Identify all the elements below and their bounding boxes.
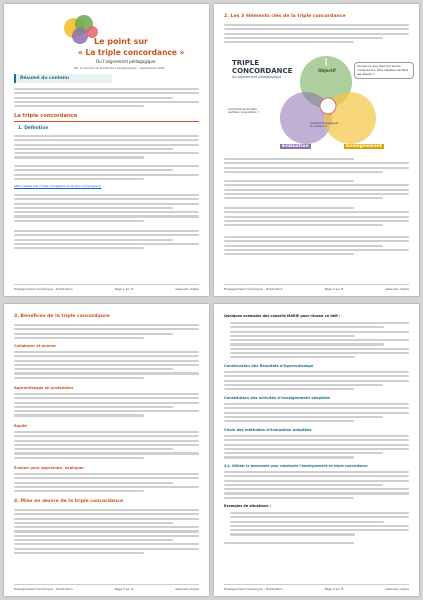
node-objectif: Objectif [318, 68, 336, 73]
section-4-1-text [224, 371, 409, 392]
node-enseignement: Enseignement [346, 144, 383, 149]
benefit-2-heading: Apprentissage en profondeur [14, 386, 74, 390]
benefits-intro [14, 324, 199, 341]
objectif-text [224, 158, 409, 175]
section-4-4-heading: 4.4. Utiliser la taxonomie pour construire l’enseignement en triple concordance [224, 464, 368, 468]
section-4-3-heading: Choix des méthodes d’évaluation adaptées [224, 428, 312, 432]
document-title-line1: Le point sur [94, 37, 148, 46]
document-page-3 [4, 304, 209, 596]
benefit-1-heading: Collaborer et donner [14, 344, 57, 348]
document-subtitle: Ou l’alignement pédagogique [96, 59, 156, 64]
callout-bubble: Qu’est-ce que devront savoir, comprendre, être capable de faire les élèves ? [354, 62, 414, 79]
section-4-3-text [224, 435, 409, 461]
body-text [14, 194, 199, 224]
methodes-text [224, 180, 409, 201]
intro-text [224, 24, 409, 45]
definition-text-2 [14, 165, 199, 182]
key-elements-heading: 2. Les 3 éléments clés de la triple concordance [224, 14, 346, 19]
summary-text [14, 88, 199, 109]
implementation-text [14, 509, 199, 556]
page-footer: Enseignement numérique – Publication Page 4 sur 8 www.edu.ch/ple [224, 584, 409, 591]
document-page-2 [214, 4, 419, 296]
document-byline: Par le service de production pédagogique – septembre 2020 [74, 66, 165, 70]
benefit-4-text [14, 473, 199, 494]
bottom-question: Comment enseigner le contenu ? [310, 121, 339, 129]
intro-line: Quelques exemples des conseils MARIE pour réussir ce défi : [224, 314, 341, 318]
benefits-heading: 3. Bénéfices de la triple concordance [14, 314, 110, 319]
summary-heading: Résumé du contenu [20, 76, 70, 81]
document-page-4 [214, 304, 419, 596]
closing-line [224, 542, 409, 546]
definition-heading: 1. Définition [18, 126, 49, 131]
benefit-4-heading: Évaluer pour apprendre, expliquer [14, 466, 84, 470]
evaluation-text [224, 207, 409, 228]
page-footer: Enseignement numérique – Publication Page 2 sur 8 www.edu.ch/ple [224, 284, 409, 291]
page-footer: Enseignement numérique – Publication Page 1 sur 8 www.edu.ch/ple [14, 284, 199, 291]
examples-list [230, 512, 409, 538]
implementation-heading: 4. Mise en œuvre de la triple concordance [14, 499, 124, 504]
benefit-3-text [14, 431, 199, 461]
section-4-4-text [224, 471, 409, 501]
benefit-1-text [14, 351, 199, 381]
page-footer: Enseignement numérique – Publication Page 3 sur 8 www.edu.ch/ple [14, 584, 199, 591]
node-evaluation: Évaluation [282, 144, 309, 149]
document-page-1 [4, 4, 209, 296]
benefit-3-heading: Équité [14, 424, 27, 428]
benefit-2-text [14, 393, 199, 419]
body-text-2 [14, 230, 199, 251]
section-4-1-heading: Construction des Résultats d’Apprentissage [224, 364, 314, 368]
document-title-line2: « La triple concordance » [78, 48, 185, 57]
diagram-title: TRIPLE CONCORDANCE ou alignement pédagogique [232, 59, 293, 79]
closing-text [224, 236, 409, 257]
bullet-list [230, 322, 409, 361]
section-4-2-heading: Constitution des activités d’enseignement adaptées [224, 396, 331, 400]
section-heading: La triple concordance [14, 113, 78, 119]
examples-heading: Exemples de situations : [224, 504, 271, 508]
definition-text [14, 135, 199, 161]
left-question: Comment sera-t-elle vérifiée l’acquisition ? [228, 107, 259, 115]
section-4-2-text [224, 403, 409, 424]
definition-link[interactable]: https://www.edu.ch/les-competences-du-ple-numerique-1/ [14, 184, 102, 188]
